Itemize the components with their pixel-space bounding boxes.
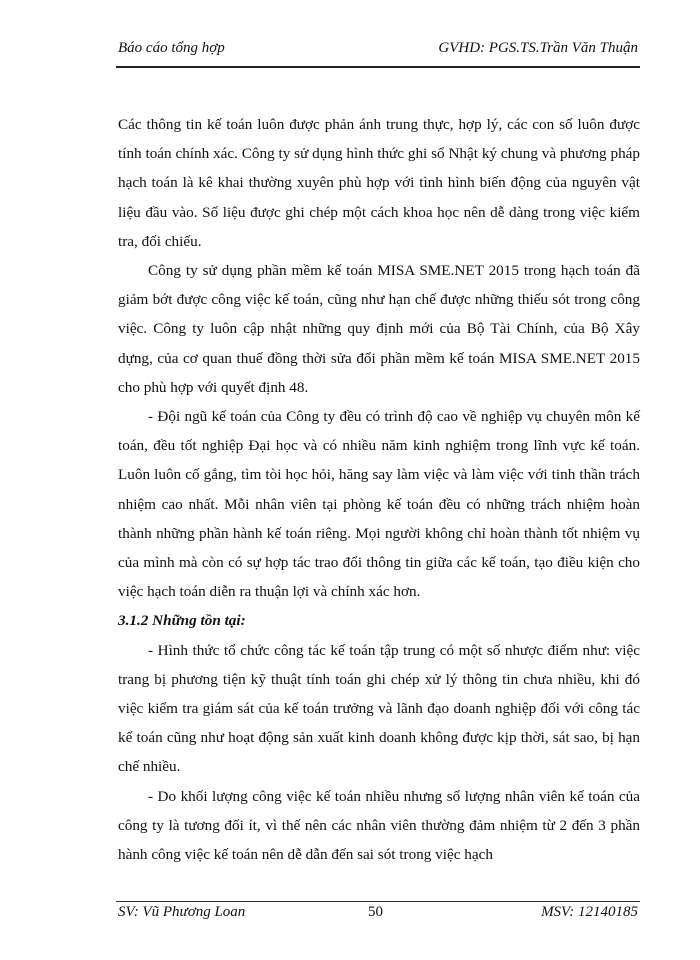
page-number: 50 — [368, 904, 383, 920]
section-heading: 3.1.2 Những tồn tại: — [118, 612, 246, 630]
footer-rule — [116, 901, 640, 902]
section-paragraph-1: - Hình thức tổ chức công tác kế toán tập trung có một số nhược điểm như: việc trang bị phương tiện kỹ thuật tính toán ghi chép xử lý thông tin chưa nhiều, khi đó việc kiểm tra giám sát của kế toán trưởng và lãnh đạo doanh nghiệp đối với công tác kế toán cũng như hoạt động sản xuất kinh doanh không được kịp thời, sát sao, bị hạn chế nhiều. — [118, 641, 640, 776]
page-footer — [118, 904, 638, 928]
paragraph-3: - Đội ngũ kế toán của Công ty đều có trình độ cao về nghiệp vụ chuyên môn kế toán, đều tốt nghiệp Đại học và có nhiều năm kinh nghiệm trong lĩnh vực kế toán. Luôn luôn cố gắng, tìm tòi học hỏi, hăng say làm việc và làm việc với tinh thần trách nhiệm cao nhất. Mỗi nhân viên tại phòng kế toán đều có những trách nhiệm hoàn thành những phần hành kế toán riêng. Mọi người không chỉ hoàn thành tốt nhiệm vụ của mình mà còn có sự hợp tác trao đổi thông tin giữa các kế toán, tạo điều kiện cho việc hạch toán diễn ra thuận lợi và chính xác hơn. — [118, 408, 640, 601]
header-supervisor: GVHD: PGS.TS.Trần Văn Thuận — [438, 40, 638, 56]
paragraph-1: Các thông tin kế toán luôn được phản ánh trung thực, hợp lý, các con số luôn được tính toán chính xác. Công ty sử dụng hình thức ghi sổ Nhật ký chung và phương pháp hạch toán là kê khai thường xuyên phù hợp với tình hình biến động của nguyên vật liệu đầu vào. Số liệu được ghi chép một cách khoa học nên dễ dàng trong việc kiểm tra, đối chiếu. — [118, 116, 640, 250]
header-rule — [116, 66, 640, 68]
paragraph-2: Công ty sử dụng phần mềm kế toán MISA SME.NET 2015 trong hạch toán đã giảm bớt được công việc kế toán, cũng như hạn chế được những thiếu sót trong công việc. Công ty luôn cập nhật những quy định mới của Bộ Tài Chính, của Bộ Xây dựng, của cơ quan thuế đồng thời sửa đổi phần mềm kế toán MISA SME.NET 2015 cho phù hợp với quyết định 48. — [118, 262, 640, 396]
footer-student-id: MSV: 12140185 — [541, 904, 638, 920]
footer-student: SV: Vũ Phương Loan — [118, 904, 246, 920]
page-body — [118, 110, 640, 869]
page-header — [118, 40, 638, 64]
header-report-title: Báo cáo tổng hợp — [118, 40, 225, 56]
section-paragraph-2: - Do khối lượng công việc kế toán nhiều nhưng số lượng nhân viên kế toán của công ty là tương đối ít, vì thế nên các nhân viên thường đảm nhiệm từ 2 đến 3 phần hành công việc kế toán nên dễ dẫn đến sai sót trong việc hạch — [118, 787, 640, 864]
